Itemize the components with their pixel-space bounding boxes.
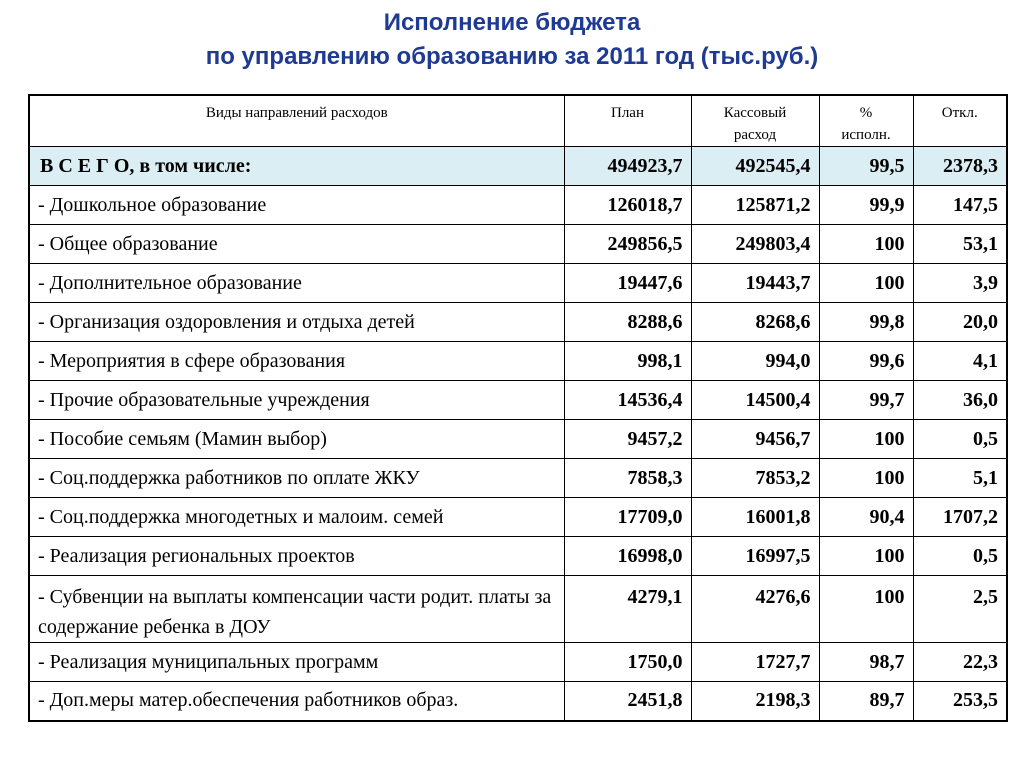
row-percent: 90,4 — [819, 498, 913, 537]
table-row — [29, 342, 1007, 381]
row-cash: 994,0 — [691, 342, 819, 381]
table-row — [29, 682, 1007, 721]
row-cash: 4276,6 — [691, 576, 819, 643]
row-percent: 89,7 — [819, 682, 913, 721]
row-percent: 99,5 — [819, 147, 913, 186]
row-percent: 99,9 — [819, 186, 913, 225]
row-percent: 99,7 — [819, 381, 913, 420]
row-cash: 492545,4 — [691, 147, 819, 186]
row-name: - Прочие образовательные учреждения — [29, 381, 564, 420]
table-row — [29, 420, 1007, 459]
row-name: - Субвенции на выплаты компенсации части родит. платы за содержание ребенка в ДОУ — [29, 576, 564, 643]
row-cash: 125871,2 — [691, 186, 819, 225]
row-plan: 14536,4 — [564, 381, 691, 420]
row-deviation: 5,1 — [913, 459, 1007, 498]
row-name: - Реализация региональных проектов — [29, 537, 564, 576]
row-cash: 2198,3 — [691, 682, 819, 721]
row-name: - Мероприятия в сфере образования — [29, 342, 564, 381]
row-plan: 16998,0 — [564, 537, 691, 576]
title-line-1: Исполнение бюджета — [383, 9, 641, 36]
row-plan: 4279,1 — [564, 576, 691, 643]
row-plan: 1750,0 — [564, 643, 691, 682]
row-cash: 8268,6 — [691, 303, 819, 342]
row-plan: 126018,7 — [564, 186, 691, 225]
row-plan: 494923,7 — [564, 147, 691, 186]
row-deviation: 53,1 — [913, 225, 1007, 264]
column-header-percent-line1: % — [859, 105, 873, 121]
row-deviation: 2,5 — [913, 576, 1007, 643]
table-row — [29, 576, 1007, 643]
row-deviation: 253,5 — [913, 682, 1007, 721]
row-percent: 98,7 — [819, 643, 913, 682]
table-row-total — [29, 147, 1007, 186]
table-row — [29, 537, 1007, 576]
table-row — [29, 303, 1007, 342]
column-header-percent-line2: исполн. — [841, 127, 891, 143]
row-deviation: 4,1 — [913, 342, 1007, 381]
column-header-plan: План — [564, 95, 691, 147]
row-percent: 100 — [819, 576, 913, 643]
row-percent: 99,6 — [819, 342, 913, 381]
row-deviation: 0,5 — [913, 537, 1007, 576]
row-name: В С Е Г О, в том числе: — [29, 147, 564, 186]
row-cash: 1727,7 — [691, 643, 819, 682]
row-percent: 100 — [819, 459, 913, 498]
table-row — [29, 264, 1007, 303]
row-name: - Соц.поддержка многодетных и малоим. семей — [29, 498, 564, 537]
table-row — [29, 186, 1007, 225]
row-name: - Дополнительное образование — [29, 264, 564, 303]
table-row — [29, 498, 1007, 537]
row-cash: 16001,8 — [691, 498, 819, 537]
row-name: - Дошкольное образование — [29, 186, 564, 225]
row-plan: 2451,8 — [564, 682, 691, 721]
row-cash: 9456,7 — [691, 420, 819, 459]
column-header-cash — [691, 95, 819, 147]
table-row — [29, 381, 1007, 420]
row-deviation: 36,0 — [913, 381, 1007, 420]
table-row — [29, 225, 1007, 264]
title-line-2: по управлению образованию за 2011 год (тыс.руб.) — [205, 43, 819, 70]
table-row — [29, 643, 1007, 682]
row-plan: 249856,5 — [564, 225, 691, 264]
column-header-deviation: Откл. — [913, 95, 1007, 147]
column-header-percent — [819, 95, 913, 147]
column-header-category: Виды направлений расходов — [29, 95, 564, 147]
row-cash: 14500,4 — [691, 381, 819, 420]
row-cash: 16997,5 — [691, 537, 819, 576]
row-plan: 17709,0 — [564, 498, 691, 537]
row-cash: 249803,4 — [691, 225, 819, 264]
row-plan: 998,1 — [564, 342, 691, 381]
column-header-cash-line2: расход — [733, 127, 777, 143]
row-percent: 100 — [819, 420, 913, 459]
row-cash: 7853,2 — [691, 459, 819, 498]
row-deviation: 1707,2 — [913, 498, 1007, 537]
row-plan: 9457,2 — [564, 420, 691, 459]
row-deviation: 22,3 — [913, 643, 1007, 682]
page-title — [0, 6, 1024, 74]
row-plan: 7858,3 — [564, 459, 691, 498]
row-deviation: 20,0 — [913, 303, 1007, 342]
row-name: - Пособие семьям (Мамин выбор) — [29, 420, 564, 459]
row-deviation: 0,5 — [913, 420, 1007, 459]
row-name: - Соц.поддержка работников по оплате ЖКУ — [29, 459, 564, 498]
row-name: - Доп.меры матер.обеспечения работников образ. — [29, 682, 564, 721]
row-name: - Реализация муниципальных программ — [29, 643, 564, 682]
row-plan: 19447,6 — [564, 264, 691, 303]
table-header-row — [29, 95, 1007, 147]
row-percent: 99,8 — [819, 303, 913, 342]
row-deviation: 147,5 — [913, 186, 1007, 225]
row-percent: 100 — [819, 537, 913, 576]
column-header-cash-line1: Кассовый — [723, 105, 787, 121]
budget-table — [28, 94, 1008, 722]
row-name: - Организация оздоровления и отдыха детей — [29, 303, 564, 342]
row-deviation: 2378,3 — [913, 147, 1007, 186]
row-plan: 8288,6 — [564, 303, 691, 342]
row-cash: 19443,7 — [691, 264, 819, 303]
row-deviation: 3,9 — [913, 264, 1007, 303]
row-name: - Общее образование — [29, 225, 564, 264]
table-row — [29, 459, 1007, 498]
row-percent: 100 — [819, 264, 913, 303]
row-percent: 100 — [819, 225, 913, 264]
